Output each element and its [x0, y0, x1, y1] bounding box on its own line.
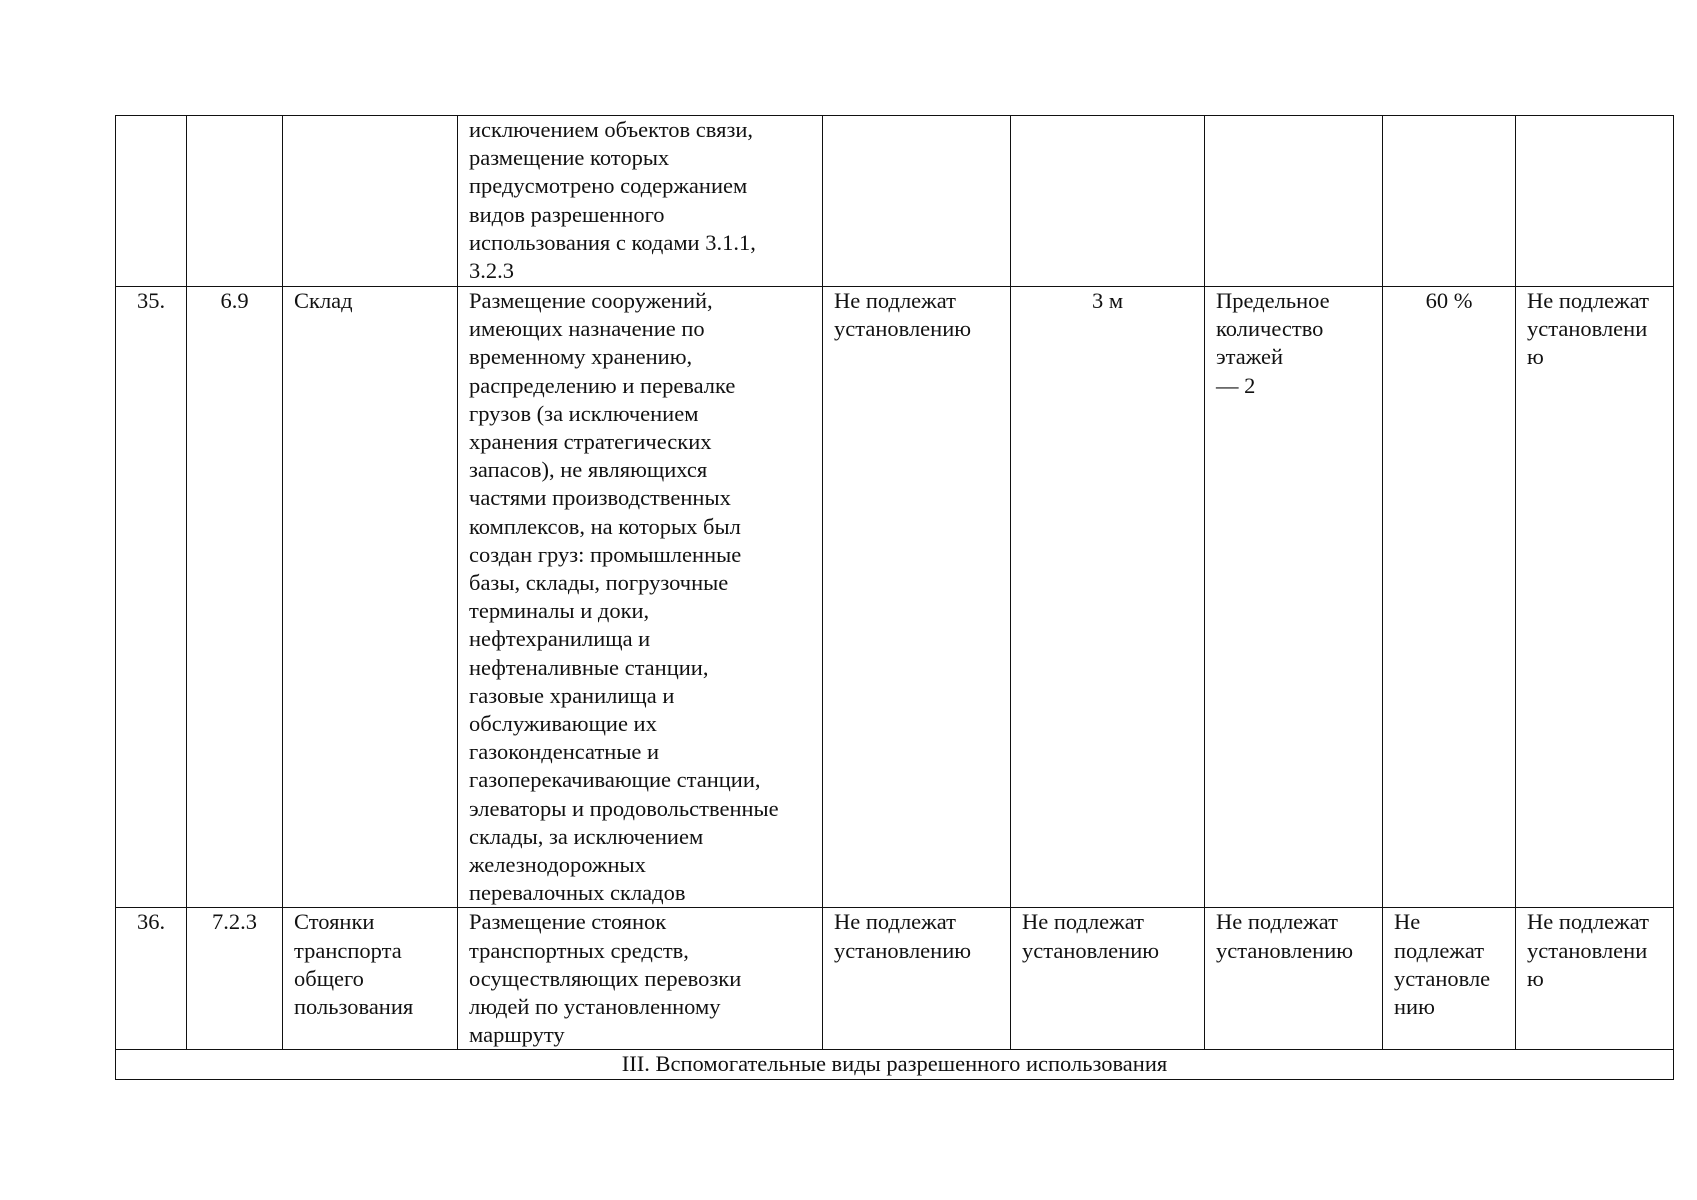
table-row [116, 116, 1674, 287]
row-number-cell: 35. [116, 287, 187, 908]
description-text-line: 3.2.3 [469, 258, 514, 284]
section-heading: III. Вспомогательные виды разрешенного использования [116, 1050, 1674, 1079]
name-text-line: транспорта [294, 937, 402, 963]
description-cell [458, 908, 823, 1050]
name-cell [283, 116, 458, 287]
description-text-line: Размещение сооружений, [469, 288, 713, 313]
col9-text-line: установлени [1527, 316, 1648, 342]
name-text-line: Склад [294, 288, 353, 313]
col7-text-line: Не подлежат [1216, 909, 1338, 935]
description-text-line: маршруту [469, 1022, 565, 1048]
description-text-line: транспортных средств, [469, 937, 689, 963]
name-cell [283, 908, 458, 1050]
col5-cell [823, 908, 1011, 1050]
col9-text-line: ю [1527, 965, 1544, 991]
description-text-line: газоперекачивающие станции, [469, 767, 761, 793]
col7-cell [1205, 287, 1383, 908]
name-text-line: пользования [294, 994, 414, 1020]
description-text-line: временному хранению, [469, 344, 693, 370]
description-text-line: железнодорожных [469, 852, 646, 878]
col9-cell [1516, 287, 1674, 908]
description-text-line: создан груз: промышленные [469, 541, 742, 567]
table-row [116, 287, 1674, 908]
description-text-line: частями производственных [469, 485, 731, 511]
col7-cell [1205, 908, 1383, 1050]
description-text-line: склады, за исключением [469, 823, 704, 849]
name-cell [283, 287, 458, 908]
description-text-line: распределению и перевалке [469, 372, 736, 398]
description-text-line: размещение которых [469, 145, 670, 171]
section-heading-row [116, 1050, 1674, 1079]
description-text-line: газоконденсатные и [469, 739, 660, 765]
description-text-line: элеваторы и продовольственные [469, 795, 779, 821]
col5-text-line: установлению [834, 937, 972, 963]
code-cell [187, 116, 283, 287]
col5-cell [823, 116, 1011, 287]
col9-text-line: установлени [1527, 937, 1648, 963]
description-text-line: людей по установленному [469, 994, 721, 1020]
description-cell [458, 287, 823, 908]
col8-text-line: Не [1394, 909, 1421, 935]
col8-cell [1383, 287, 1516, 908]
col5-text-line: Не подлежат [834, 909, 956, 935]
name-text-line: Стоянки [294, 909, 375, 935]
row-number-cell: 36. [116, 908, 187, 1050]
col9-text-line: Не подлежат [1527, 288, 1649, 313]
description-text-line: запасов), не являющихся [469, 457, 708, 483]
col9-text-line: Не подлежат [1527, 909, 1649, 935]
description-text-line: видов разрешенного [469, 201, 665, 227]
col9-cell [1516, 116, 1674, 287]
col6-cell [1011, 908, 1205, 1050]
col7-text-line: — 2 [1216, 372, 1256, 398]
col6-cell [1011, 116, 1205, 287]
row-number-cell [116, 116, 187, 287]
col8-cell [1383, 908, 1516, 1050]
col6-text-line: установлению [1022, 937, 1160, 963]
col7-text-line: количество [1216, 316, 1324, 342]
col8-text-line: нию [1394, 994, 1435, 1020]
col9-cell [1516, 908, 1674, 1050]
code-cell: 7.2.3 [187, 908, 283, 1050]
description-cell [458, 116, 823, 287]
description-text-line: газовые хранилища и [469, 682, 675, 708]
col7-text-line: установлению [1216, 937, 1354, 963]
col6-text-line: 3 м [1091, 288, 1124, 313]
description-text-line: базы, склады, погрузочные [469, 570, 729, 596]
description-text-line: осуществляющих перевозки [469, 965, 742, 991]
description-text-line: комплексов, на которых был [469, 513, 741, 539]
col7-text-line: этажей [1216, 344, 1284, 370]
col8-text-line: подлежат [1394, 937, 1485, 963]
col9-text-line: ю [1527, 344, 1544, 370]
description-text-line: использования с кодами 3.1.1, [469, 229, 756, 255]
description-text-line: перевалочных складов [469, 880, 686, 906]
description-text-line: хранения стратегических [469, 429, 712, 455]
description-text-line: имеющих назначение по [469, 316, 705, 342]
code-cell: 6.9 [187, 287, 283, 908]
col7-text-line: Предельное [1216, 288, 1330, 313]
col8-cell [1383, 116, 1516, 287]
permitted-use-table [115, 115, 1674, 1080]
col7-cell [1205, 116, 1383, 287]
description-text-line: обслуживающие их [469, 711, 657, 737]
name-text-line: общего [294, 965, 364, 991]
col8-text-line: 60 % [1425, 288, 1473, 313]
col8-text-line: установле [1394, 965, 1491, 991]
col5-cell [823, 287, 1011, 908]
description-text-line: нефтеналивные станции, [469, 654, 709, 680]
col5-text-line: установлению [834, 316, 972, 342]
description-text-line: терминалы и доки, [469, 598, 650, 624]
description-text-line: исключением объектов связи, [469, 117, 754, 142]
col6-text-line: Не подлежат [1022, 909, 1144, 935]
description-text-line: грузов (за исключением [469, 400, 699, 426]
col5-text-line: Не подлежат [834, 288, 956, 313]
col6-cell [1011, 287, 1205, 908]
table-row [116, 908, 1674, 1050]
description-text-line: Размещение стоянок [469, 909, 667, 935]
description-text-line: нефтехранилища и [469, 626, 651, 652]
description-text-line: предусмотрено содержанием [469, 173, 748, 199]
